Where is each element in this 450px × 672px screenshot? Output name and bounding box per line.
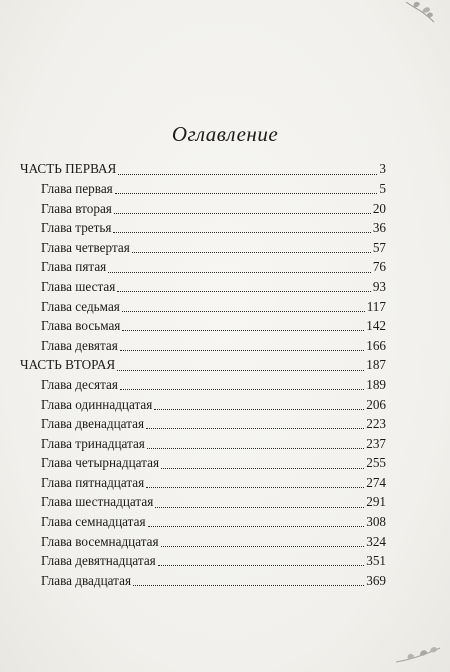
dot-leader — [113, 232, 370, 233]
toc-entry-label: Глава шестая — [41, 278, 116, 294]
toc-chapter-entry[interactable] — [20, 315, 386, 335]
toc-entry-label: Глава двенадцатая — [41, 416, 145, 432]
toc-page-number: 291 — [366, 494, 386, 510]
toc-page-number: 93 — [372, 278, 386, 294]
dot-leader — [161, 546, 365, 547]
toc-page-number: 351 — [366, 553, 386, 569]
dot-leader — [114, 213, 371, 214]
toc-page-number: 76 — [372, 259, 386, 275]
toc-entry-label: Глава седьмая — [41, 298, 120, 314]
toc-page-number: 206 — [366, 396, 386, 412]
dot-leader — [120, 389, 364, 390]
dot-leader — [117, 370, 364, 371]
toc-entry-label: Глава третья — [41, 220, 112, 236]
toc-page-number: 369 — [366, 572, 386, 588]
toc-title: Оглавление — [171, 122, 279, 146]
toc-page-number: 166 — [366, 337, 386, 353]
dot-leader — [146, 428, 364, 429]
toc-entry-label: Глава семнадцатая — [41, 514, 146, 530]
dot-leader — [147, 448, 364, 449]
toc-entry-label: Глава пятнадцатая — [41, 474, 145, 490]
toc-chapter-entry[interactable] — [20, 334, 386, 354]
dot-leader — [115, 193, 378, 194]
toc-chapter-entry[interactable] — [20, 217, 386, 237]
dot-leader — [155, 507, 364, 508]
toc-chapter-entry[interactable] — [20, 393, 386, 413]
toc-entry-label: Глава четырнадцатая — [41, 455, 160, 471]
toc-entry-label: Глава девятнадцатая — [41, 553, 156, 569]
dot-leader — [161, 468, 364, 469]
toc-entry-label: Глава вторая — [41, 200, 112, 216]
toc-entry-label: Глава двадцатая — [41, 572, 132, 588]
toc-page-number: 117 — [366, 298, 386, 314]
toc-page-number: 324 — [366, 533, 386, 549]
toc-chapter-entry[interactable] — [20, 550, 386, 570]
toc-page-number: 255 — [366, 455, 386, 471]
toc-entry-label: Глава четвертая — [41, 239, 130, 255]
toc-entry-label: Глава первая — [41, 180, 113, 196]
dot-leader — [154, 409, 364, 410]
toc-page-number: 5 — [379, 180, 386, 196]
toc-page-number: 189 — [366, 376, 386, 392]
dot-leader — [148, 526, 365, 527]
dot-leader — [120, 350, 364, 351]
toc-entry-label: ЧАСТЬ ПЕРВАЯ — [20, 161, 117, 177]
toc-page-number: 223 — [366, 416, 386, 432]
toc-chapter-entry[interactable] — [20, 178, 386, 198]
toc-entry-label: Глава пятая — [41, 259, 107, 275]
toc-entry-label: Глава девятая — [41, 337, 118, 353]
toc-page-number: 3 — [379, 161, 386, 177]
toc-page-number: 308 — [366, 514, 386, 530]
dot-leader — [146, 487, 364, 488]
dot-leader — [108, 272, 371, 273]
toc-chapter-entry[interactable] — [20, 295, 386, 315]
toc-part-entry[interactable] — [20, 158, 386, 178]
toc-chapter-entry[interactable] — [20, 511, 386, 531]
toc-chapter-entry[interactable] — [20, 530, 386, 550]
toc-part-entry[interactable] — [20, 354, 386, 374]
dot-leader — [118, 174, 377, 175]
toc-entry-label: Глава одиннадцатая — [41, 396, 153, 412]
toc-page-number: 237 — [366, 435, 386, 451]
toc-chapter-entry[interactable] — [20, 432, 386, 452]
leaf-ornament-icon — [400, 0, 440, 26]
toc-page-number: 20 — [372, 200, 386, 216]
toc-page-number: 142 — [366, 318, 386, 334]
toc-chapter-entry[interactable] — [20, 276, 386, 296]
toc-entry-label: Глава десятая — [41, 376, 118, 392]
toc-chapter-entry[interactable] — [20, 452, 386, 472]
dot-leader — [158, 565, 364, 566]
toc-page-number: 274 — [366, 474, 386, 490]
dot-leader — [133, 585, 364, 586]
table-of-contents — [20, 158, 386, 589]
toc-page-number: 36 — [372, 220, 386, 236]
toc-chapter-entry[interactable] — [20, 256, 386, 276]
toc-entry-label: Глава шестнадцатая — [41, 494, 154, 510]
dot-leader — [117, 291, 371, 292]
toc-chapter-entry[interactable] — [20, 413, 386, 433]
toc-entry-label: Глава восьмая — [41, 318, 121, 334]
toc-page-number: 57 — [372, 239, 386, 255]
toc-page-number: 187 — [366, 357, 386, 373]
toc-chapter-entry[interactable] — [20, 569, 386, 589]
dot-leader — [122, 330, 364, 331]
dot-leader — [122, 311, 365, 312]
toc-entry-label: Глава восемнадцатая — [41, 533, 159, 549]
toc-chapter-entry[interactable] — [20, 472, 386, 492]
toc-chapter-entry[interactable] — [20, 236, 386, 256]
leaf-ornament-icon — [394, 644, 442, 666]
toc-chapter-entry[interactable] — [20, 374, 386, 394]
toc-chapter-entry[interactable] — [20, 197, 386, 217]
dot-leader — [132, 252, 371, 253]
toc-entry-label: Глава тринадцатая — [41, 435, 145, 451]
toc-chapter-entry[interactable] — [20, 491, 386, 511]
toc-entry-label: ЧАСТЬ ВТОРАЯ — [20, 357, 116, 373]
